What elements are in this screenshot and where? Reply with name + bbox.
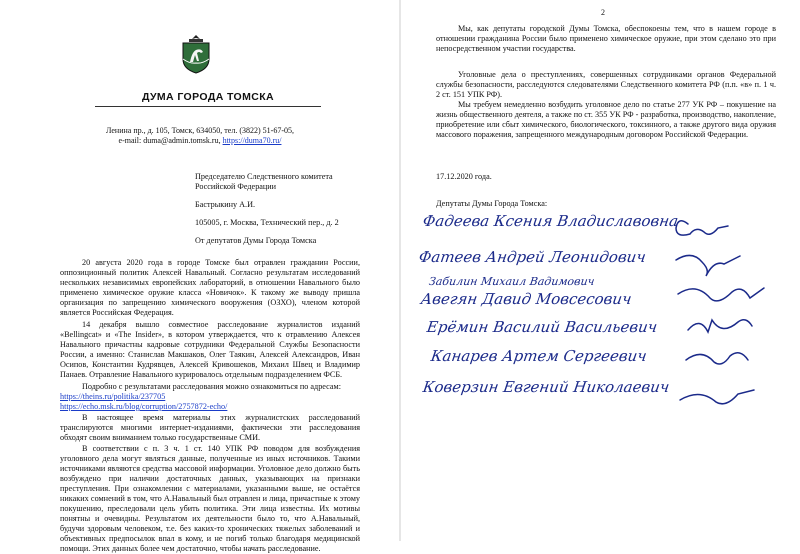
recipient-title-2: Российской Федерации [195, 182, 277, 191]
header-rule [95, 106, 321, 107]
contact-line [80, 136, 320, 146]
sender-line: От депутатов Думы Города Томска [195, 236, 317, 245]
letter-date: 17.12.2020 года. [436, 172, 492, 181]
page2-paragraph-2: Уголовные дела о преступлениях, совершенных сотрудниками органов Федеральной службы безопасности, расследуются следователями Следственного комитета РФ (п.п. «в» п. 1 ч. 2 ст. 151 УПК РФ). [436, 70, 776, 99]
signature-name: Канарев Артем Сергеевич [429, 347, 648, 365]
page2-paragraph-1: Мы, как депутаты городской Думы Томска, обеспокоены тем, что в нашем городе в отношении гражданина России было применено химическое оружие, при этом сделано это при непосредственном участии государства. [436, 24, 776, 53]
coat-of-arms-icon [180, 34, 212, 74]
recipient-name: Бастрыкину А.И. [195, 200, 256, 209]
website-link[interactable]: https://duma70.ru/ [222, 136, 282, 145]
paragraph-3: Подробно с результатами расследования можно ознакомиться по адресам: [82, 382, 341, 391]
paragraph-5: В соответствии с п. 3 ч. 1 ст. 140 УПК РФ поводом для возбуждения уголовного дела могут являться данные, полученные из иных источников. Такими источниками являются средства массовой информации. Уголовное дело должно быть возбуждено при наличии достаточных данных, указывающих на признаки преступления. При ознакомлении с материалами, указанными выше, не остаётся никаких сомнений в том, что А.Навальный был отравлен и лица, причастные к этому покушению, преследовали цель убить политика. Эти лица известны. Их мотивы понятны и очевидны. Результатом их деятельности было то, что А.Навальный, будучи здоровым человеком, т.е. без каких-то хронических тяжелых заболеваний и объективных предпосылок впал в кому, и не погиб только благодаря медицинской помощи. Этих данных более чем достаточно, чтобы начать расследование. [60, 444, 360, 553]
signature-name: Забилин Михаил Вадимович [428, 275, 596, 288]
paragraph-2: 14 декабря вышло совместное расследование журналистов изданий «Bellingcat» и «The Insider», в котором утверждается, что к отравлению Алексея Навального причастны кадровые сотрудники Федеральной Службы Безопасности России, а именно: Станислав Макшаков, Олег Таякин, Алексей Александров, Иван Осипов, Константин Кудрявцев, Алексей Кривошеков, Михаил Швец и Владимир Панаев. Отравление Навального курировалось отдельным подразделением ФСБ. [60, 320, 360, 379]
address-line: Ленина пр., д. 105, Томск, 634050, тел. (3822) 51-67-05, [106, 126, 294, 135]
signatures-heading: Депутаты Думы Города Томска: [436, 199, 548, 208]
letter-page-2 [401, 0, 800, 541]
signature-name: Фатеев Андрей Леонидович [417, 248, 648, 266]
investigation-link-2[interactable]: https://echo.msk.ru/blog/corruption/2757872-echo/ [60, 402, 228, 411]
paragraph-1: 20 августа 2020 года в городе Томске был отравлен гражданин России, оппозиционный политик Алексей Навальный. Согласно результатам исследований нескольких независимых европейских лабораторий, в отношении Навального было применено химическое оружие класса «Новичок». К такому же выводу пришла организация по запрещению химического вооружения (ОЗХО), членом которой является Российская Федерация. [60, 258, 360, 317]
signature-name: Ерёмин Василий Васильевич [425, 318, 659, 336]
recipient-address: 105005, г. Москва, Технический пер., д. 2 [195, 218, 339, 227]
email-text: e-mail: duma@admin.tomsk.ru, [118, 136, 221, 145]
page-number: 2 [601, 8, 605, 17]
signature-scribbles-icon [666, 212, 796, 412]
letter-page-1 [0, 0, 399, 553]
page2-paragraph-3: Мы требуем немедленно возбудить уголовное дело по статье 277 УК РФ – покушение на жизнь общественного деятеля, а также по ст. 355 УК РФ - разработка, производство, накопление, приобретение или сбыт химического, биологического, токсинного, а также другого вида оружия массового поражения, запрещенного международным договором Российской Федерации. [436, 100, 776, 139]
organization-title: ДУМА ГОРОДА ТОМСКА [141, 91, 275, 103]
signature-name: Фадеева Ксения Владиславовна [421, 212, 680, 230]
recipient-title: Председателю Следственного комитета [195, 172, 333, 181]
investigation-link-1[interactable]: https://theins.ru/politika/237705 [60, 392, 166, 401]
signature-name: Коверзин Евгений Николаевич [421, 378, 671, 396]
signature-name: Авегян Давид Мовсесович [419, 290, 633, 308]
paragraph-4: В настоящее время материалы этих журналистских расследований транслируются многими интернет-изданиями, фактически эти расследования обходят своим вниманием только государственные СМИ. [60, 413, 360, 442]
